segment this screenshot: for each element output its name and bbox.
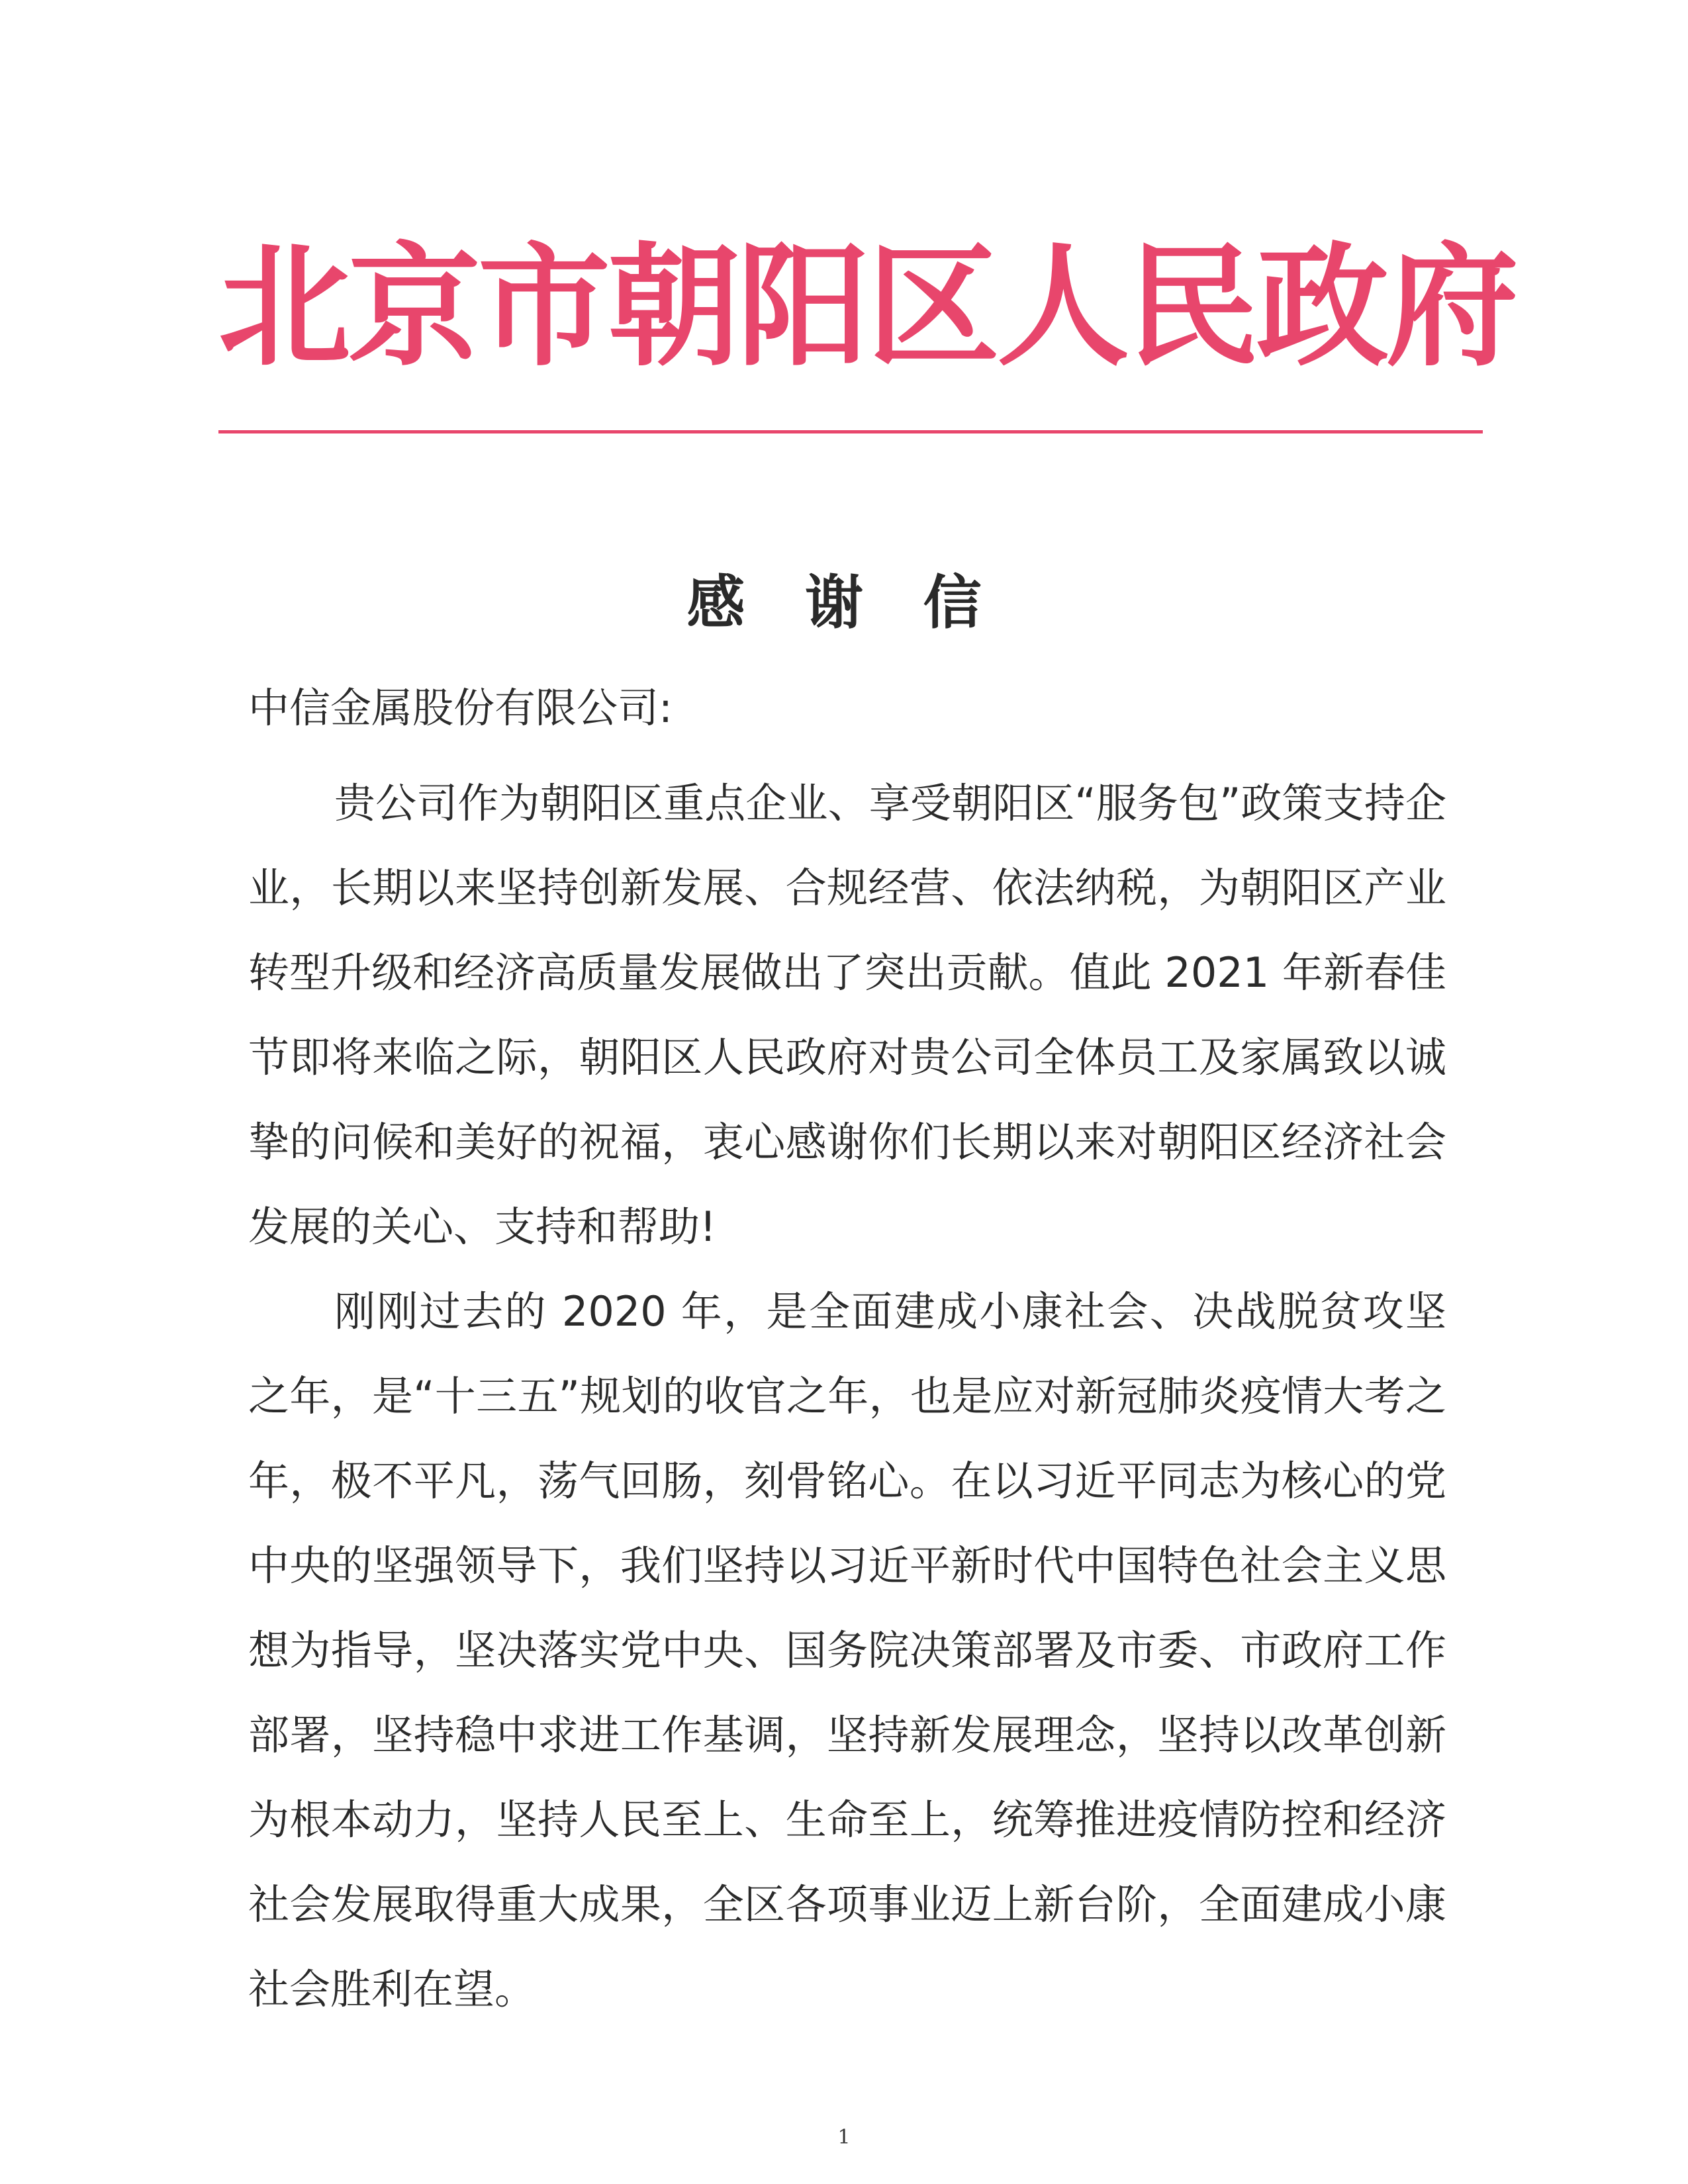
letterhead-title: 北京市朝阳区人民政府 bbox=[218, 230, 1517, 385]
document-title: 感 谢 信 bbox=[686, 568, 1002, 637]
body-paragraph-1: 贵公司作为朝阳区重点企业、享受朝阳区“服务包”政策支持企业，长期以来坚持创新发展、合规经营、依法纳税，为朝阳区产业转型升级和经济高质量发展做出了突出贡献。值此 2021 年新春佳节即将来临之际，朝阳区人民政府对贵公司全体员工及家属致以诚挚的问候和美好的祝福，衷心感谢你们长期以来对朝阳区经济社会发展的关心、支持和帮助! bbox=[248, 779, 1446, 1251]
page-number: 1 bbox=[837, 2126, 851, 2149]
letterhead-divider bbox=[218, 430, 1483, 433]
body-paragraph-2: 刚刚过去的 2020 年，是全面建成小康社会、决战脱贫攻坚之年，是“十三五”规划的收官之年，也是应对新冠肺炎疫情大考之年，极不平凡，荡气回肠，刻骨铭心。在以习近平同志为核心的党中央的坚强领导下，我们坚持以习近平新时代中国特色社会主义思想为指导，坚决落实党中央、国务院决策部署及市委、市政府工作部署，坚持稳中求进工作基调，坚持新发展理念，坚持以改革创新为根本动力，坚持人民至上、生命至上，统筹推进疫情防控和经济社会发展取得重大成果，全区各项事业迈上新台阶，全面建成小康社会胜利在望。 bbox=[248, 1287, 1446, 2013]
salutation: 中信金属股份有限公司: bbox=[248, 684, 673, 732]
letter-body bbox=[248, 761, 1446, 2032]
